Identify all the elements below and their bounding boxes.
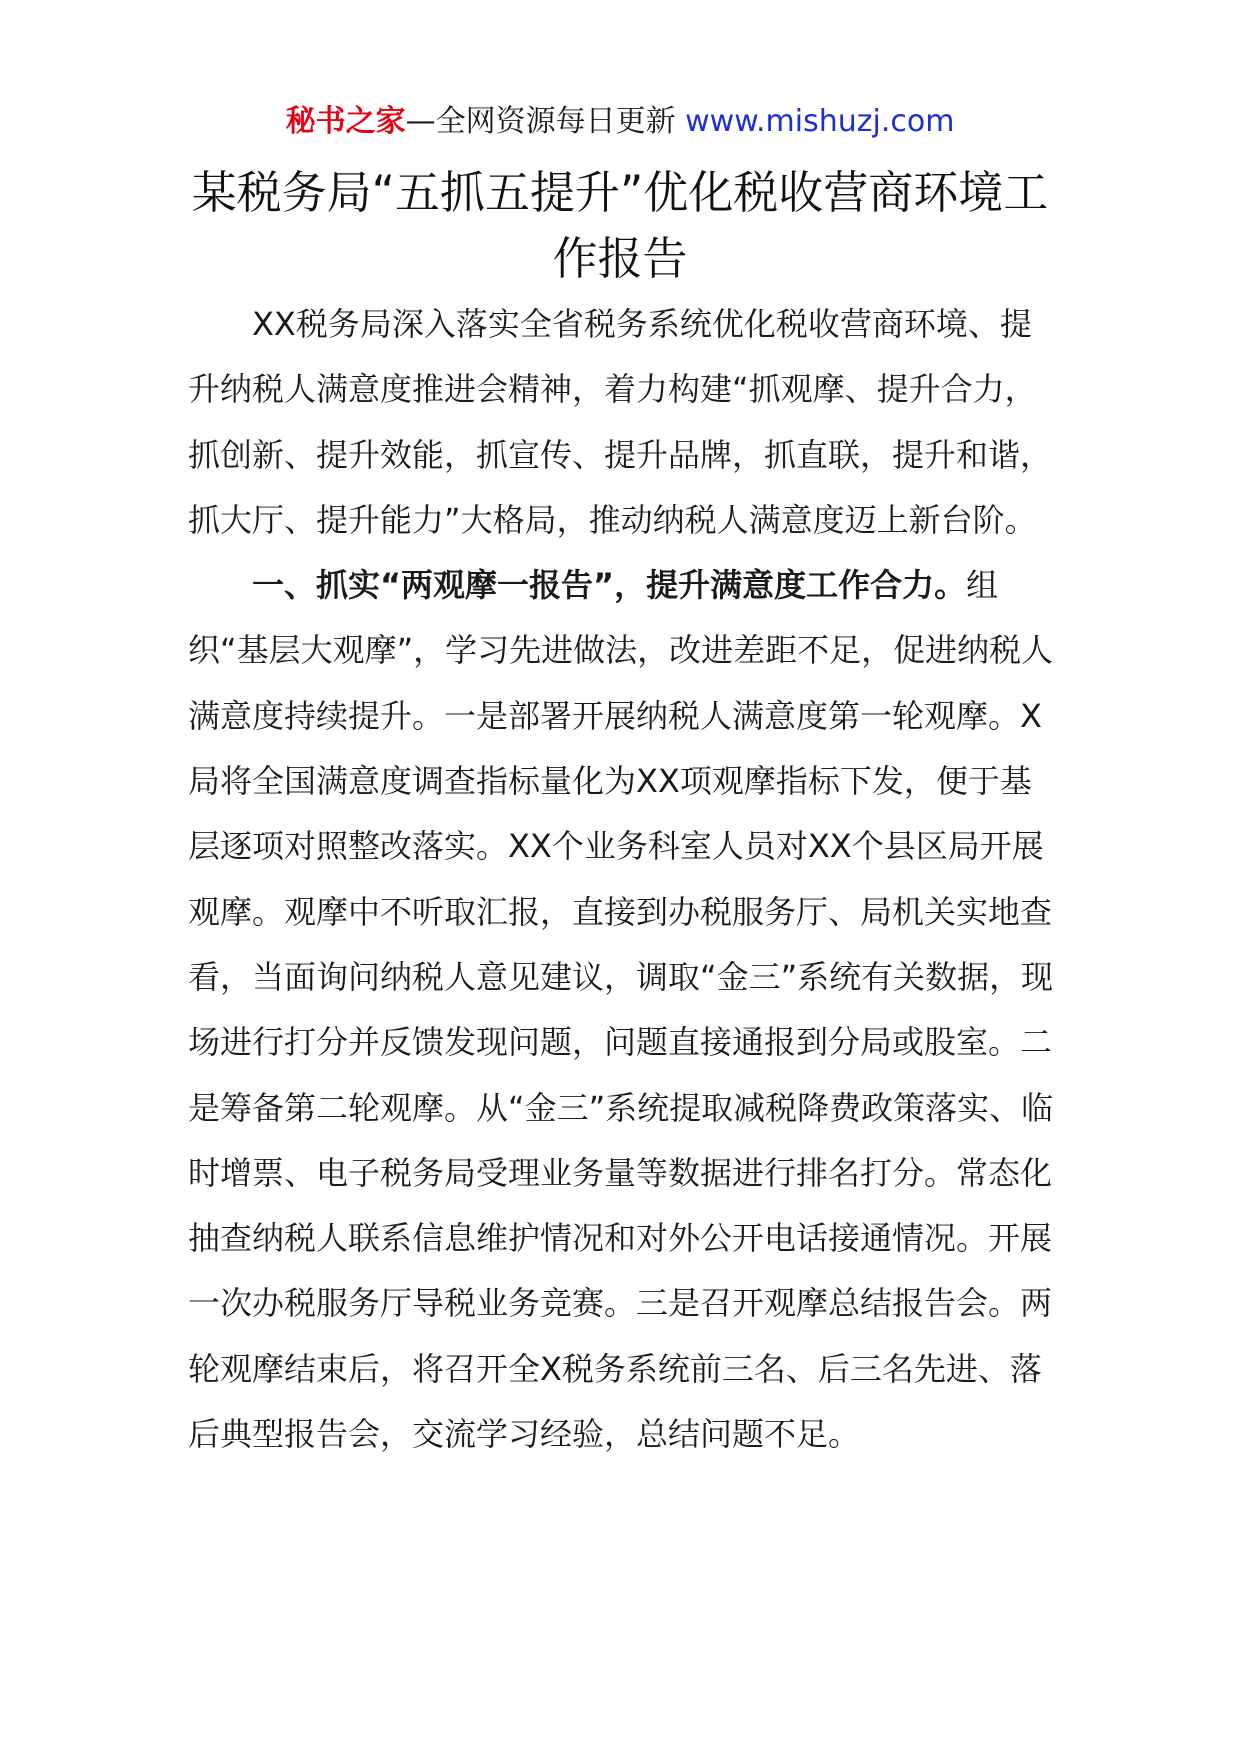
site-header bbox=[0, 100, 1240, 144]
document-title: 某税务局“五抓五提升”优化税收营商环境工作报告 bbox=[191, 166, 1049, 285]
document-body bbox=[188, 292, 1060, 1467]
paragraph-text: 组织“基层大观摩”，学习先进做法，改进差距不足，促进纳税人满意度持续提升。一是部署开展纳税人满意度第一轮观摩。X局将全国满意度调查指标量化为XX项观摩指标下发，便于基层逐项对照整改落实。XX个业务科室人员对XX个县区局开展观摩。观摩中不听取汇报，直接到办税服务厅、局机关实地查看，当面询问纳税人意见建议，调取“金三”系统有关数据，现场进行打分并反馈发现问题，问题直接通报到分局或股室。二是筹备第二轮观摩。从“金三”系统提取减税降费政策落实、临时增票、电子税务局受理业务量等数据进行排名打分。常态化抽查纳税人联系信息维护情况和对外公开电话接通情况。开展一次办税服务厅导税业务竞赛。三是召开观摩总结报告会。两轮观摩结束后，将召开全X税务系统前三名、后三名先进、落后典型报告会，交流学习经验，总结问题不足。 bbox=[188, 566, 1054, 1454]
paragraph-text: XX税务局深入落实全省税务系统优化税收营商环境、提升纳税人满意度推进会精神，着力构建“抓观摩、提升合力，抓创新、提升效能，抓宣传、提升品牌，抓直联，提升和谐，抓大厅、提升能力”大格局，推动纳税人满意度迈上新台阶。 bbox=[188, 305, 1053, 539]
site-url-link[interactable]: www.mishuzj.com bbox=[685, 104, 955, 139]
header-slogan: —全网资源每日更新 bbox=[405, 104, 676, 139]
paragraph-intro bbox=[188, 292, 1060, 553]
brand-name: 秘书之家 bbox=[285, 104, 406, 139]
section-heading: 一、抓实“两观摩一报告”，提升满意度工作合力。 bbox=[252, 566, 967, 605]
paragraph-section-1 bbox=[188, 553, 1060, 1467]
